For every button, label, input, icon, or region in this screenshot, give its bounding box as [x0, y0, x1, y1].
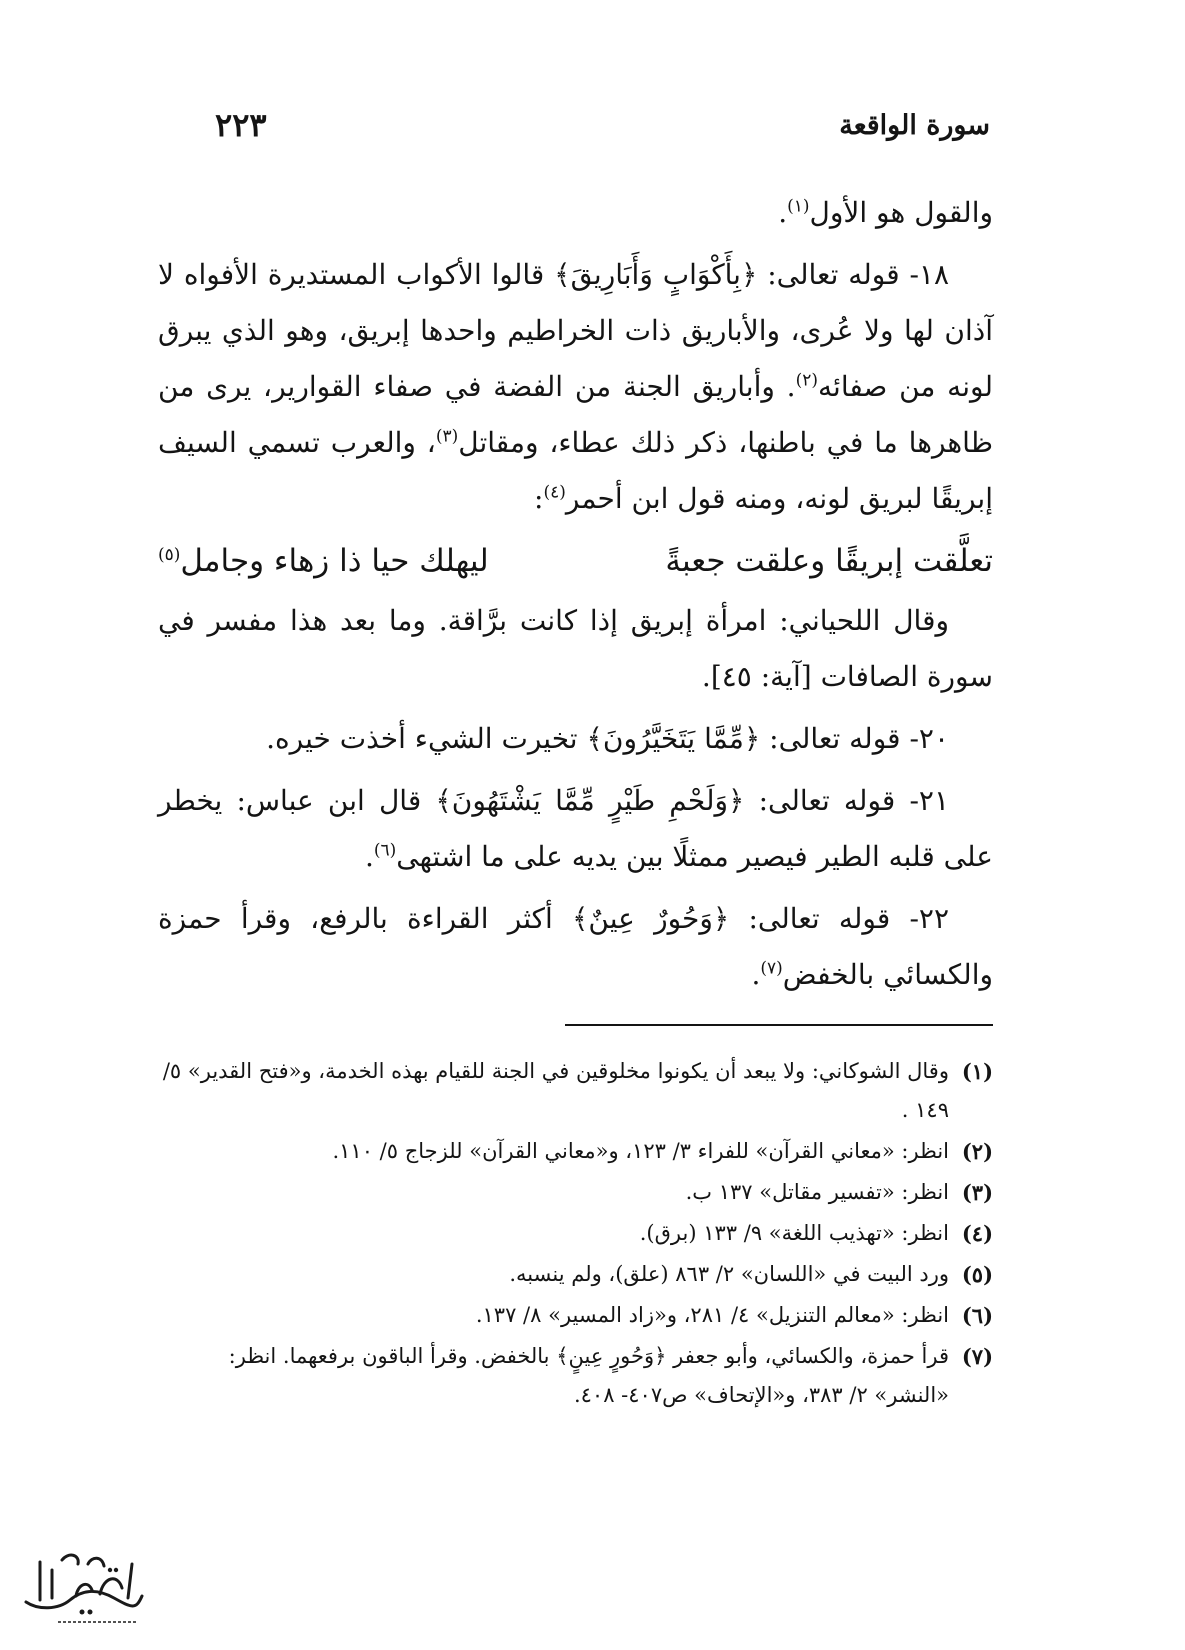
paragraph-text: ٢٢- قوله تعالى: ﴿وَحُورٌ عِينٌ﴾ أكثر القراءة بالرفع، وقرأ حمزة والكسائي بالخفض: [158, 902, 993, 991]
verse-hemistich-second: ليهلك حيا ذا زهاء وجامل(٥): [158, 533, 489, 589]
footnote-item: [148, 1214, 993, 1253]
paragraph-lihyani: وقال اللحياني: امرأة إبريق إذا كانت برَّاقة. وما بعد هذا مفسر في سورة الصافات [آية: ٤٥].: [158, 604, 993, 693]
paragraph-text: :: [534, 482, 544, 515]
footnote-number: (١): [961, 1059, 993, 1084]
paragraph-verse-22: [158, 891, 993, 1003]
footnote-number: (٤): [961, 1221, 993, 1246]
footnote-number: (٢): [961, 1139, 993, 1164]
footnote-item: [148, 1132, 993, 1171]
verse-hemistich-text: ليهلك حيا ذا زهاء وجامل: [180, 543, 489, 579]
footnote-text: انظر: «تفسير مقاتل» ١٣٧ ب.: [685, 1180, 949, 1204]
footnote-text: قرأ حمزة، والكسائي، وأبو جعفر ﴿وَحُورٍ عِينٍ﴾ بالخفض. وقرأ الباقون برفعهما. انظر: «النشر» ٢/ ٣٨٣، و«الإتحاف» ص٤٠٧- ٤٠٨.: [228, 1344, 949, 1407]
paragraph-text: .: [778, 196, 788, 229]
footnote-number: (٣): [961, 1180, 993, 1205]
footnote-ref[interactable]: (٦): [373, 840, 397, 861]
footnote-ref[interactable]: (٢): [795, 370, 819, 391]
footnote-text: انظر: «تهذيب اللغة» ٩/ ١٣٣ (برق).: [639, 1221, 949, 1245]
main-text: [158, 185, 993, 1009]
footnote-text: انظر: «معالم التنزيل» ٤/ ٢٨١، و«زاد المسير» ٨/ ١٣٧.: [475, 1303, 949, 1327]
footnote-number: (٥): [961, 1262, 993, 1287]
footnote-ref[interactable]: (٣): [435, 426, 459, 447]
footnote-item: [148, 1337, 993, 1415]
footnote-number: (٧): [961, 1344, 993, 1369]
calligraphy-logo-icon: [18, 1540, 148, 1630]
paragraph-intro: [158, 185, 993, 241]
paragraph-text: .: [364, 840, 374, 873]
verse-hemistich-first: تعلَّقت إبريقًا وعلقت جعبةً: [665, 543, 993, 579]
footnote-item: [148, 1296, 993, 1335]
paragraph-verse-18: [158, 247, 993, 527]
poetry-verse: [158, 533, 993, 589]
page-number: ٢٢٣: [215, 106, 267, 144]
calligraphy-logo-drawing: [18, 1540, 148, 1630]
footnote-ref[interactable]: (٧): [760, 958, 783, 979]
footnote-ref[interactable]: (١): [787, 196, 810, 217]
paragraph-verse-20: ٢٠- قوله تعالى: ﴿مِّمَّا يَتَخَيَّرُونَ﴾ تخيرت الشيء أخذت خيره.: [266, 722, 949, 755]
footnote-ref[interactable]: (٤): [543, 482, 566, 503]
paragraph-text: . وأباريق الجنة من الفضة في صفاء القوارير، يرى من ظاهرها ما في باطنها، ذكر ذلك عطاء، ومقاتل: [158, 370, 993, 459]
footnote-item: [148, 1173, 993, 1212]
paragraph-text: ٢١- قوله تعالى: ﴿وَلَحْمِ طَيْرٍ مِّمَّا يَشْتَهُونَ﴾ قال ابن عباس: يخطر على قلبه الطير فيصير ممثلًا بين يديه على ما اشتهى: [158, 784, 993, 873]
footnote-item: [148, 1052, 993, 1130]
paragraph-text: ، والعرب تسمي السيف إبريقًا لبريق لونه، ومنه قول ابن أحمر: [158, 426, 993, 515]
footnote-item: [148, 1255, 993, 1294]
paragraph-text: والقول هو الأول: [809, 196, 993, 229]
footnotes: [148, 1052, 993, 1417]
page-header: [215, 106, 990, 156]
footnote-text: انظر: «معاني القرآن» للفراء ٣/ ١٢٣، و«معاني القرآن» للزجاج ٥/ ١١٠.: [332, 1139, 949, 1163]
paragraph-text: .: [751, 958, 761, 991]
footnote-text: ورد البيت في «اللسان» ٢/ ٨٦٣ (علق)، ولم ينسبه.: [509, 1262, 949, 1286]
paragraph-text: ١٨- قوله تعالى: ﴿بِأَكْوَابٍ وَأَبَارِيقَ﴾ قالوا الأكواب المستديرة الأفواه لا آذان لها ولا عُرى، والأباريق ذات الخراطيم واحدها إبريق، وهو الذي يبرق لونه من صفائه: [158, 258, 993, 403]
footnote-divider: [565, 1024, 993, 1026]
footnote-number: (٦): [961, 1303, 993, 1328]
paragraph-verse-21: [158, 773, 993, 885]
running-title: سورة الواقعة: [839, 110, 990, 141]
footnote-text: وقال الشوكاني: ولا يبعد أن يكونوا مخلوقين في الجنة للقيام بهذه الخدمة، و«فتح القدير» ٥/ ١٤٩ .: [162, 1059, 949, 1122]
